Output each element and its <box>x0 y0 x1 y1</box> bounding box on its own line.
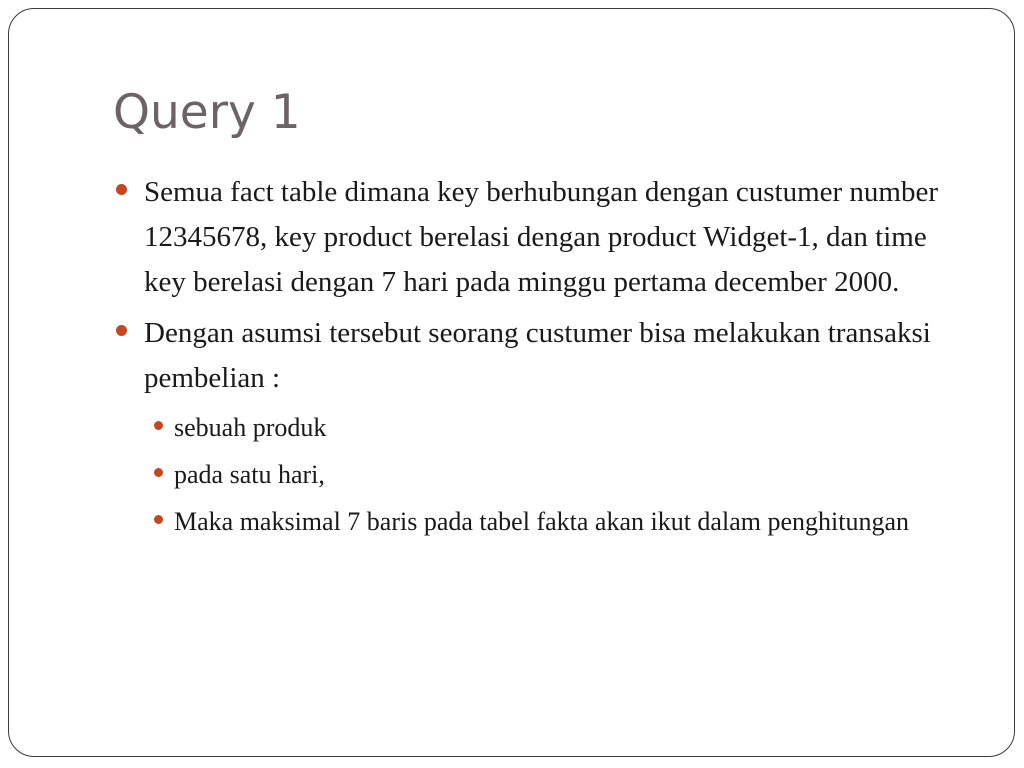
sub-bullet-item-1 <box>116 407 956 449</box>
bullet-text: Dengan asumsi tersebut seorang custumer bisa melakukan transaksi pembelian : <box>144 317 931 394</box>
bullet-text: Semua fact table dimana key berhubungan dengan custumer number 12345678, key product berelasi dengan product Widget-1, dan time key berelasi dengan 7 hari pada minggu pertama december 2000. <box>144 176 939 298</box>
sub-bullet-text: pada satu hari, <box>174 460 325 489</box>
bullet-item-1 <box>116 170 956 305</box>
slide-content <box>116 170 956 548</box>
bullet-item-2 <box>116 311 956 401</box>
sub-bullet-item-2 <box>116 454 956 496</box>
sub-bullet-text: Maka maksimal 7 baris pada tabel fakta akan ikut dalam penghitungan <box>174 507 909 536</box>
bullet-dot-icon <box>116 184 127 195</box>
bullet-dot-icon <box>116 325 127 336</box>
sub-bullet-dot-icon <box>154 468 163 477</box>
slide-title: Query 1 <box>113 85 301 140</box>
sub-bullet-dot-icon <box>154 421 163 430</box>
sub-bullet-text: sebuah produk <box>174 413 327 442</box>
sub-bullet-dot-icon <box>154 515 163 524</box>
sub-bullet-item-3 <box>116 501 956 543</box>
